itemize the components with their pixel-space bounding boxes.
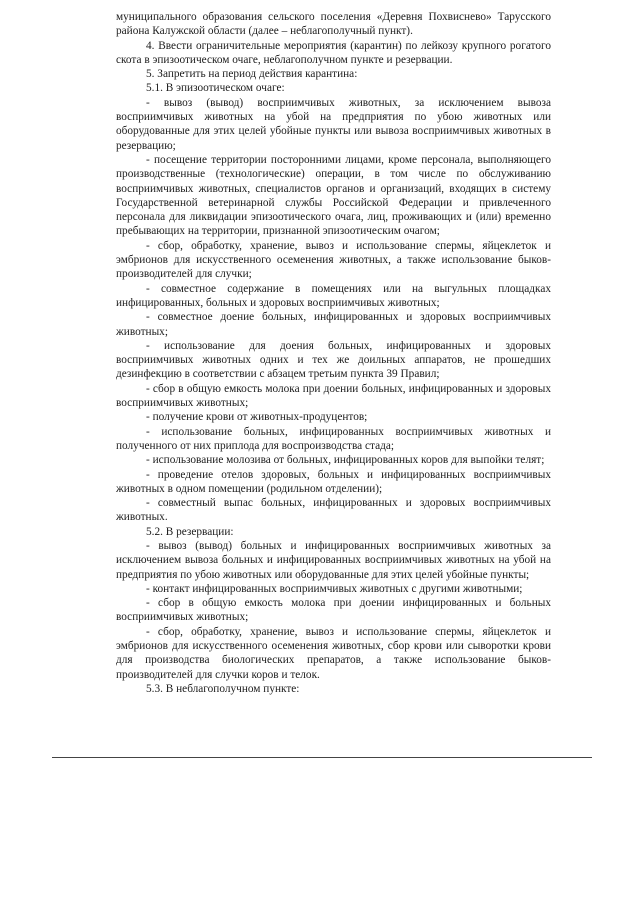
list-item: - сбор, обработку, хранение, вывоз и использование спермы, яйцеклеток и эмбрионов для искусственного осеменения животных, сбор крови или сыворотки крови для производства биологических препаратов, а также использование быков-производителей для случки коров и телок.	[116, 625, 551, 681]
subheading-5-2: 5.2. В резервации:	[146, 525, 234, 538]
list-item: - совместный выпас больных, инфицированных и здоровых восприимчивых животных.	[116, 497, 551, 524]
list-item: - сбор, обработку, хранение, вывоз и использование спермы, яйцеклеток и эмбрионов для искусственного осеменения животных, а также использование быков-производителей для случки;	[116, 239, 551, 281]
subheading-5-1: 5.1. В эпизоотическом очаге:	[146, 82, 285, 95]
document-body	[116, 10, 551, 696]
list-item: - вывоз (вывод) больных и инфицированных восприимчивых животных за исключением вывоза больных и инфицированных восприимчивых животных на убой на предприятия по убою животных или оборудованные для этих целей убойные пункты;	[116, 539, 551, 581]
list-item: - проведение отелов здоровых, больных и инфицированных восприимчивых животных в одном помещении (родильном отделении);	[116, 468, 551, 495]
list-item: - посещение территории посторонними лицами, кроме персонала, выполняющего производственные (технологические) операции, в том числе по обслуживанию восприимчивых животных, специалистов органов и организаций, входящих в систему Государственной ветеринарной службы Российской Федерации и привлеченного персонала для ликвидации эпизоотического очага, лиц, проживающих и (или) временно пребывающих на территории, признанной эпизоотическим очагом;	[116, 153, 551, 238]
paragraph-item-5: 5. Запретить на период действия карантина:	[146, 68, 358, 81]
list-item: - использование для доения больных, инфицированных и здоровых восприимчивых животных одних и тех же доильных аппаратов, не прошедших дезинфекцию в соответствии с абзацем третьим пункта 39 Правил;	[116, 339, 551, 381]
footer-divider	[52, 757, 592, 758]
list-item: - использование молозива от больных, инфицированных коров для выпойки телят;	[146, 454, 545, 467]
list-item: - сбор в общую емкость молока при доении инфицированных и больных восприимчивых животных;	[116, 597, 551, 624]
list-item: - вывоз (вывод) восприимчивых животных, за исключением вывоза восприимчивых животных на убой на предприятия по убою животных или оборудованные для этих целей убойные пункты или вывоза восприимчивых животных в резервацию;	[116, 96, 551, 152]
list-item: - сбор в общую емкость молока при доении больных, инфицированных и здоровых восприимчивых животных;	[116, 382, 551, 410]
list-item: - контакт инфицированных восприимчивых животных с другими животными;	[146, 582, 523, 595]
list-item: - совместное доение больных, инфицированных и здоровых восприимчивых животных;	[116, 311, 551, 338]
list-item: - совместное содержание в помещениях или на выгульных площадках инфицированных, больных и здоровых восприимчивых животных;	[116, 282, 551, 309]
list-item: - получение крови от животных-продуцентов;	[146, 411, 368, 424]
list-item: - использование больных, инфицированных восприимчивых животных и полученного от них приплода для воспроизводства стада;	[116, 425, 551, 452]
paragraph-continuation: муниципального образования сельского поселения «Деревня Похвиснево» Тарусского района Калужской области (далее – неблагополучный пункт).	[116, 11, 551, 38]
subheading-5-3: 5.3. В неблагополучном пункте:	[146, 682, 300, 695]
paragraph-item-4: 4. Ввести ограничительные мероприятия (карантин) по лейкозу крупного рогатого скота в эпизоотическом очаге, неблагополучном пункте и резервации.	[116, 39, 551, 66]
